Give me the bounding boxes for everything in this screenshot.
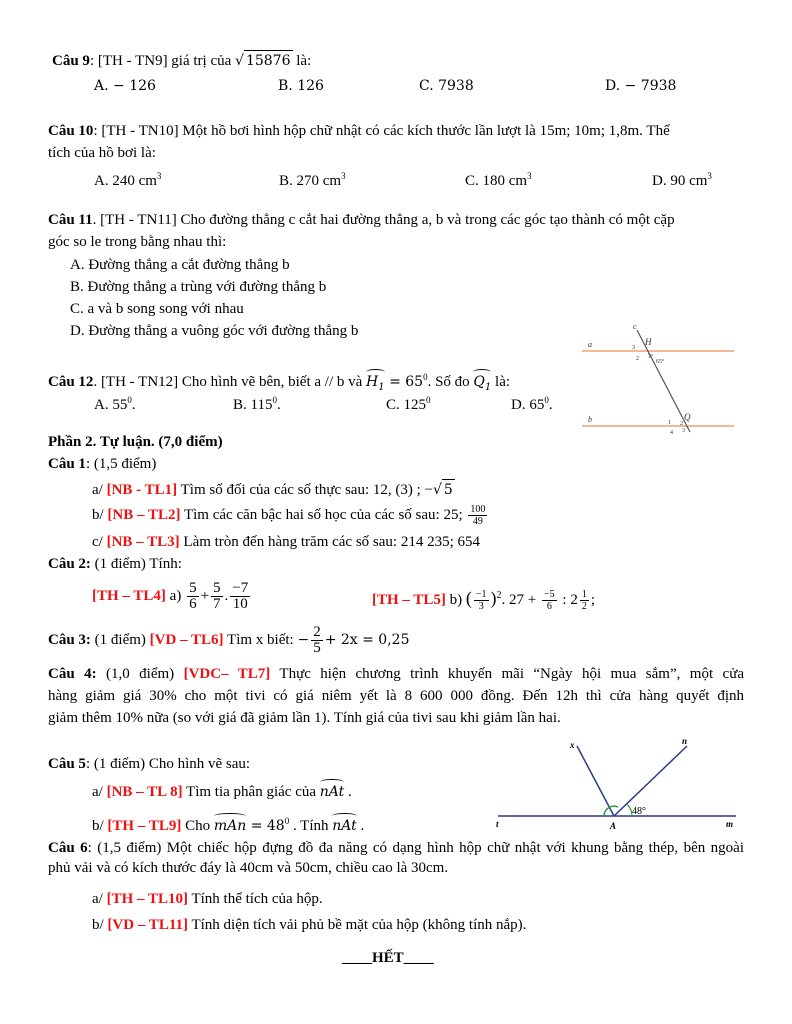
- label-48: 48°: [632, 806, 646, 817]
- q10-option-b: B. 270 $cm^3$: [279, 171, 346, 189]
- svg-text:2: 2: [680, 421, 683, 427]
- c1-heading: Câu 1: (1,5 điểm): [48, 456, 157, 472]
- c5-heading: Câu 5: (1 điểm) Cho hình vẽ sau:: [48, 756, 251, 772]
- tag-tl2: [NB – TL2]: [107, 506, 181, 523]
- svg-text:3: 3: [682, 428, 685, 434]
- q11-line2: góc so le trong bằng nhau thì:: [48, 234, 227, 250]
- q9-option-b: B. 126: [278, 78, 324, 94]
- c6-a: a/ [TH – TL10] Tính thể tích của hộp.: [92, 891, 323, 907]
- q12-label: Câu 12: [48, 374, 94, 390]
- c4-line2: hàng giảm giá 30% cho một tivi có giá niêm yết là 8 600 000 đồng. Đến 12h thì cửa hàng quyết định: [48, 688, 744, 704]
- tag-tl7: [VDC– TL7]: [183, 666, 271, 682]
- label-H: H: [645, 337, 652, 347]
- svg-text:2: 2: [636, 356, 639, 362]
- q9-option-c: C. 7938: [419, 78, 474, 94]
- label-a: a: [588, 340, 592, 349]
- c1-b: b/ [NB – TL2] Tìm các căn bậc hai số học của các số sau: 25; $\frac{100}{49}$: [92, 504, 486, 527]
- c2-a: [TH – TL4] a) $\frac{5}{6}$ + $\frac{5}{7}$ . $\frac{-7}{10}$: [92, 580, 249, 613]
- tag-tl4: [TH – TL4]: [92, 588, 166, 604]
- q12-option-a: A. $55^0$.: [94, 395, 136, 413]
- ray-ax: [577, 746, 614, 816]
- c6-line1: Câu 6: (1,5 điểm) Một chiếc hộp đựng đồ đa năng có dạng hình hộp chữ nhật với khung bằng thép, bên ngoài: [48, 840, 744, 856]
- tag-tl8: [NB – TL 8]: [106, 784, 183, 800]
- end-marker: ____HẾT____: [342, 950, 434, 966]
- q9-option-d: D. − 7938: [605, 78, 677, 94]
- q12-option-c: C. $125^0$: [386, 395, 431, 413]
- c1-a: a/ [NB - TL1] Tìm số đối của các số thực sau: 12, (3) ; −√ 5: [92, 479, 455, 500]
- tag-tl9: [TH – TL9]: [107, 818, 182, 834]
- q10-line2: tích của hồ bơi là:: [48, 145, 156, 161]
- q11-label: Câu 11: [48, 212, 93, 228]
- q11-option-a: A. Đường thẳng a cắt đường thẳng b: [70, 257, 290, 273]
- label-m: m: [726, 819, 734, 829]
- c4-line3: giảm thêm 10% nữa (so với giá đã giảm lần 1). Tính giá của tivi sau khi giảm lần hai.: [48, 710, 561, 726]
- c4-line1: Câu 4: (1,0 điểm) [VDC– TL7] Thực hiện chương trình khuyến mãi “Ngày hội mua sắm”, một cửa: [48, 666, 744, 682]
- q9-option-a: A. − 126: [94, 78, 156, 94]
- c6-b: b/ [VD – TL11] Tính diện tích vải phủ bề mặt của hộp (không tính nắp).: [92, 917, 527, 933]
- angle-h1: $H_1$: [366, 372, 385, 398]
- parallel-lines-figure: [580, 320, 740, 436]
- c2-b: [TH – TL5] b) ( $\frac{-1}{3}$ )$^2$. 27 + $\frac{-5}{6}$ : 2 $\frac{1}{2}$ ;: [372, 588, 595, 613]
- tag-tl11: [VD – TL11]: [107, 917, 188, 933]
- label-A: A: [610, 821, 617, 831]
- q11-option-d: D. Đường thẳng a vuông góc với đường thẳng b: [70, 323, 359, 339]
- q9-stem: Câu 9: [TH - TN9] giá trị của √ 15876 là:: [52, 50, 311, 71]
- label-n: n: [682, 736, 688, 746]
- q12-option-b: B. $115^0$.: [233, 395, 281, 413]
- label-65: 65°: [656, 359, 665, 365]
- svg-text:3: 3: [632, 345, 635, 351]
- q10-option-a: A. 240 $cm^3$: [94, 171, 162, 189]
- tag-tl5: [TH – TL5]: [372, 592, 446, 608]
- c6-line2: phủ vải và có kích thước đáy là 40cm và 50cm, chiều cao là 30cm.: [48, 860, 449, 876]
- q9-label: Câu 9: [52, 53, 90, 69]
- tag-tl6: [VD – TL6]: [149, 632, 224, 648]
- q10-line1: Câu 10: [TH - TN10] Một hồ bơi hình hộp chữ nhật có các kích thước lần lượt là 15m; 10m; 1,8m. Thể: [48, 123, 670, 139]
- label-t: t: [496, 819, 499, 829]
- q12-stem: Câu 12. [TH - TN12] Cho hình vẽ bên, biết a // b và $H_1 = 65^0$. Số đo $Q_1$ là:: [48, 367, 510, 398]
- q11-line1: Câu 11. [TH - TN11] Cho đường thẳng c cắt hai đường thẳng a, b và trong các góc tạo thành có một cặp: [48, 212, 675, 228]
- angle-rays-figure: [492, 734, 742, 834]
- q10-label: Câu 10: [48, 123, 94, 139]
- svg-text:1: 1: [668, 420, 671, 426]
- tag-tl3: [NB – TL3]: [106, 534, 180, 550]
- c5-a: a/ [NB – TL 8] Tìm tia phân giác của nAt .: [92, 784, 352, 800]
- label-x: x: [570, 740, 575, 750]
- c5-b: b/ [TH – TL9] Cho mAn = $48^0$ . Tính nAt .: [92, 816, 365, 834]
- c3: Câu 3: (1 điểm) [VD – TL6] Tìm x biết: − $\frac{2}{5}$ + 2x = 0,25: [48, 624, 410, 657]
- svg-text:4: 4: [670, 430, 673, 436]
- q10-option-c: C. 180 $cm^3$: [465, 171, 532, 189]
- part2-title: Phần 2. Tự luận. (7,0 điểm): [48, 434, 223, 450]
- svg-text:1: 1: [648, 354, 651, 360]
- angle-q1: $Q_1$: [473, 372, 491, 398]
- q11-option-b: B. Đường thẳng a trùng với đường thẳng b: [70, 279, 327, 295]
- tag-tl10: [TH – TL10]: [106, 891, 188, 907]
- q12-option-d: D. $65^0$.: [511, 395, 553, 413]
- c1-c: c/ [NB – TL3] Làm tròn đến hàng trăm các số sau: 214 235; 654: [92, 534, 481, 550]
- q11-option-c: C. a và b song song với nhau: [70, 301, 244, 317]
- label-Q: Q: [684, 412, 691, 422]
- label-b: b: [588, 415, 592, 424]
- c2-heading: Câu 2: (1 điểm) Tính:: [48, 556, 182, 572]
- q9-radicand: 15876: [244, 50, 293, 71]
- label-c: c: [633, 322, 637, 331]
- tag-tl1: [NB - TL1]: [106, 482, 178, 498]
- ray-an: [614, 746, 687, 816]
- q10-option-d: D. 90 $cm^3$: [652, 171, 712, 189]
